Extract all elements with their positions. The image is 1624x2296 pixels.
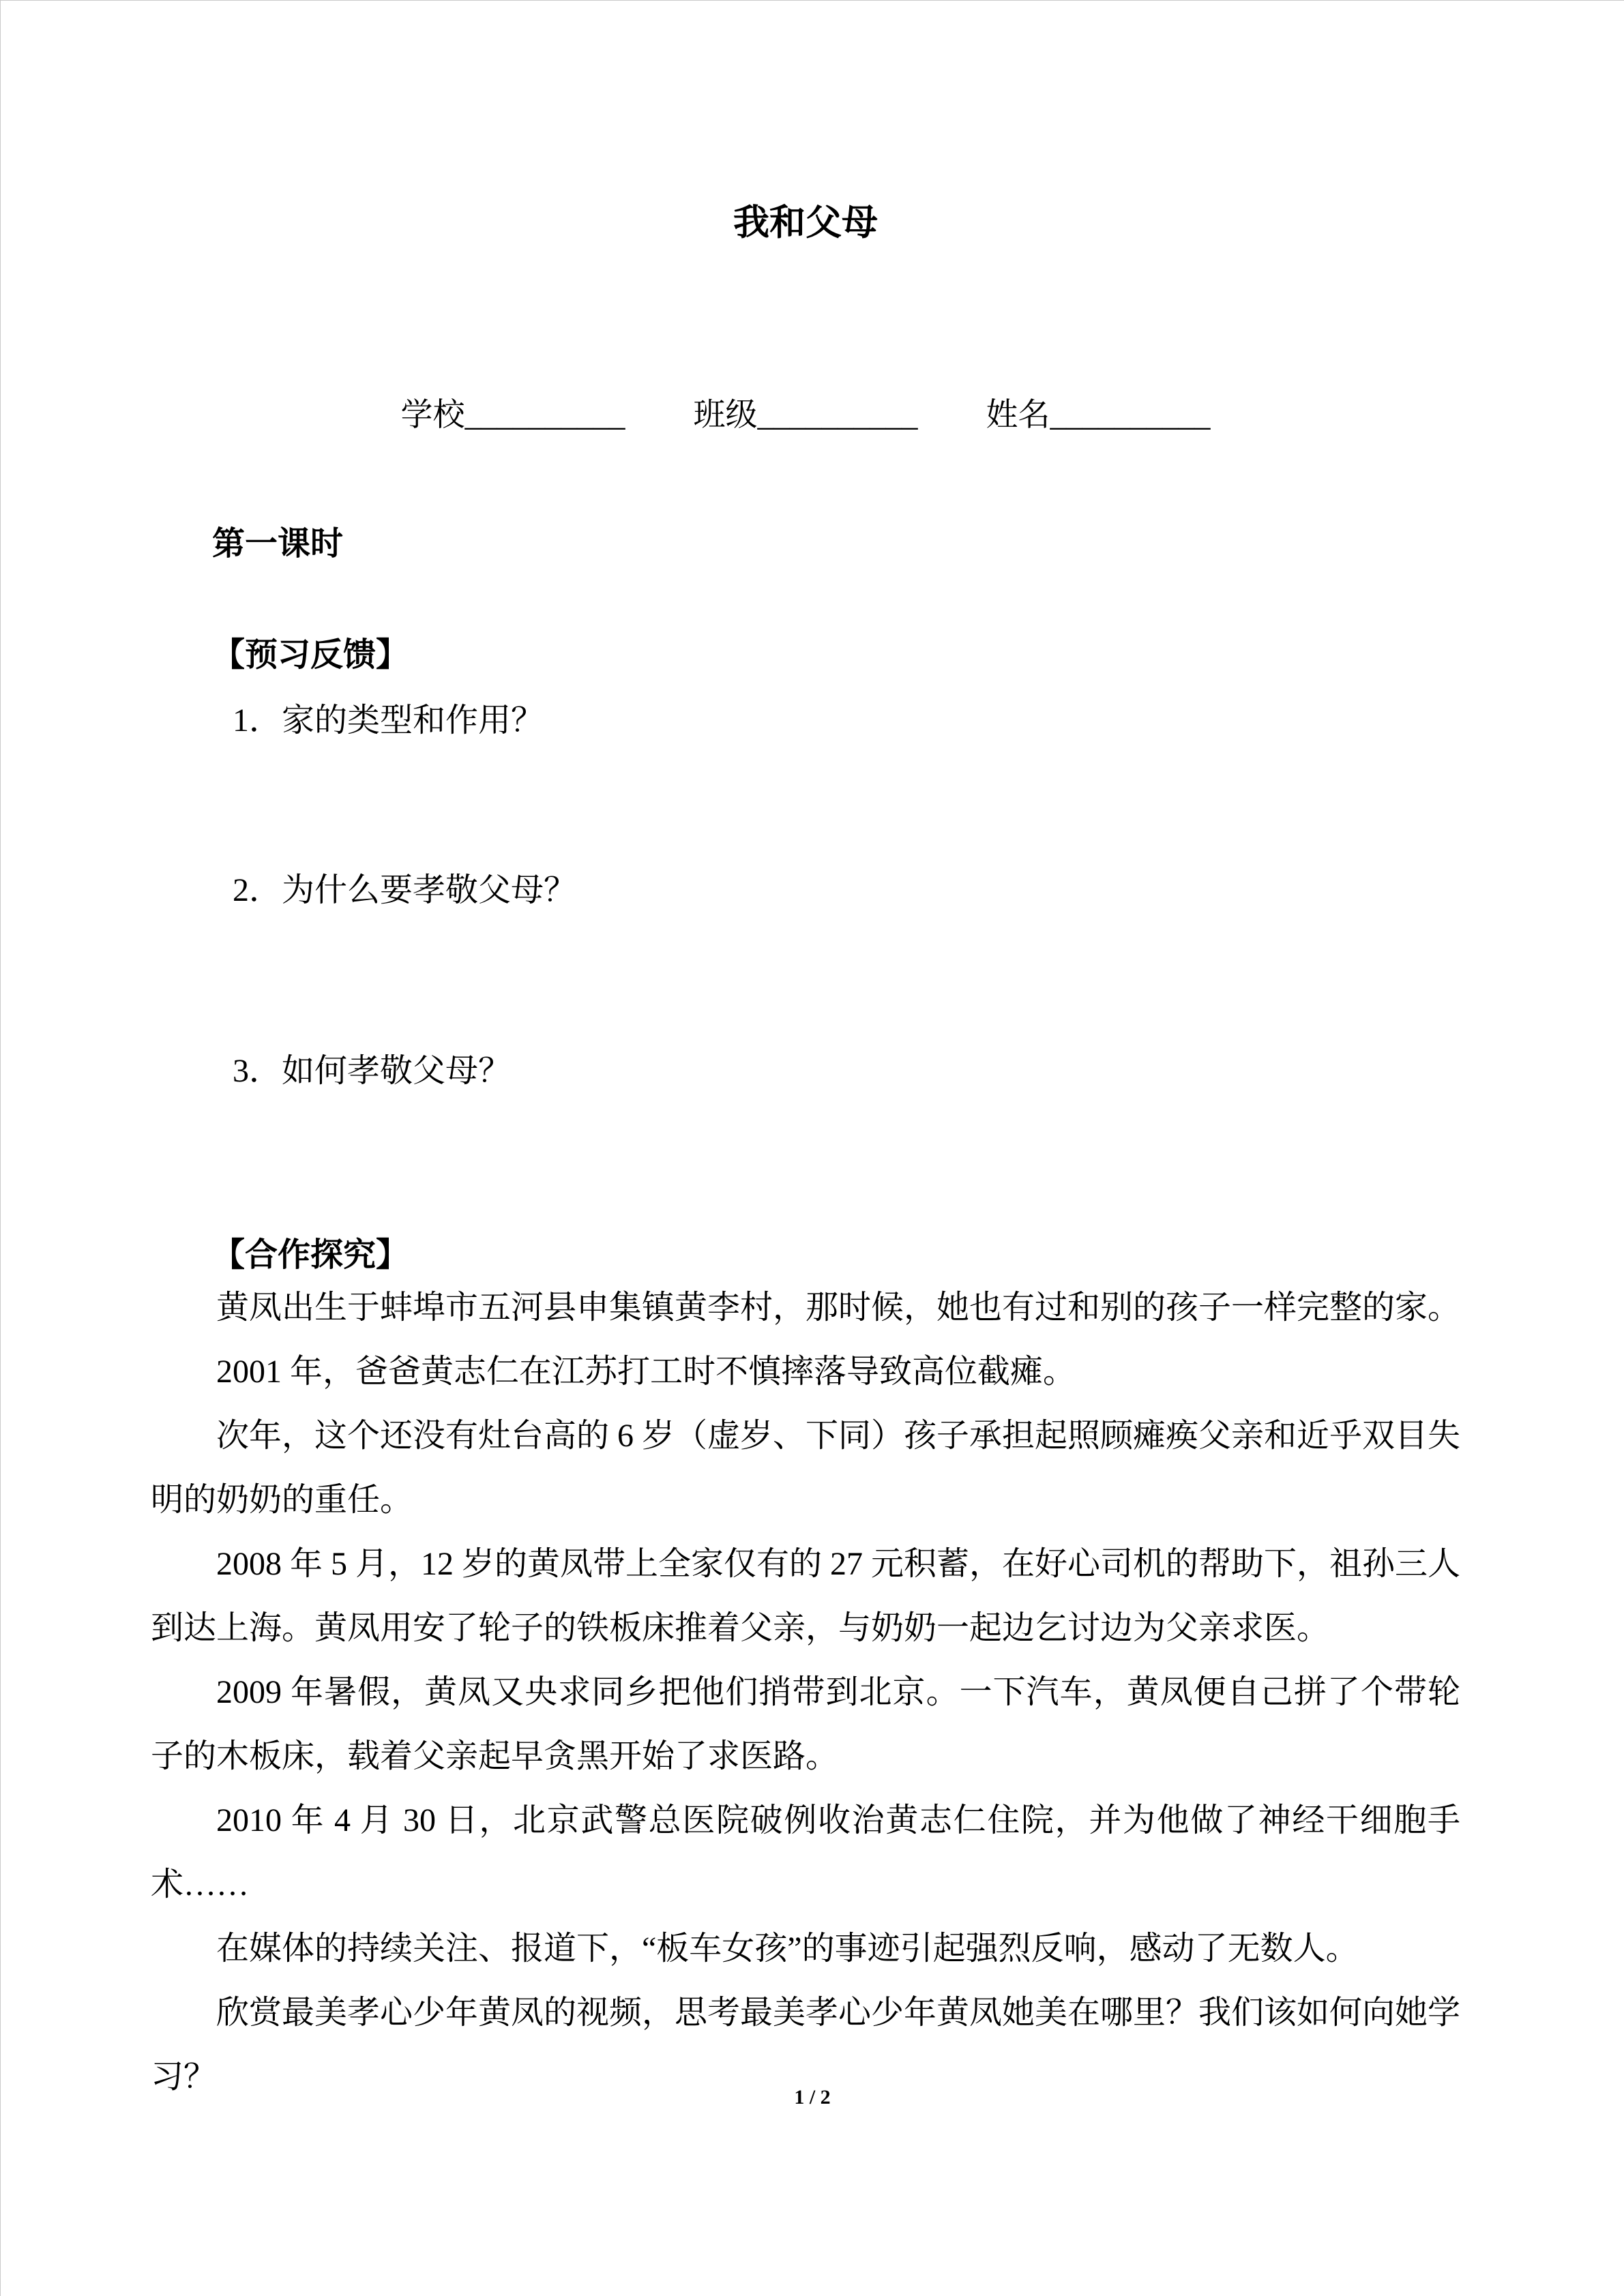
paragraph: 2001 年，爸爸黄志仁在江苏打工时不慎摔落导致高位截瘫。 — [216, 1354, 1076, 1390]
paragraph: 2008 年 5 月，12 岁的黄凤带上全家仅有的 27 元积蓄，在好心司机的帮助下，祖孙三人到达上海。黄凤用安了轮子的铁板床推着父亲，与奶奶一起边乞讨边为父亲求医。 — [151, 1546, 1461, 1646]
school-blank-field: 学校__________ — [400, 398, 625, 433]
paragraph: 在媒体的持续关注、报道下，“板车女孩”的事迹引起强烈反响，感动了无数人。 — [216, 1930, 1359, 1967]
header-blanks-row — [151, 396, 1460, 435]
paragraph: 2009 年暑假，黄凤又央求同乡把他们捎带到北京。一下汽车，黄凤便自己拼了个带轮子的木板床，载着父亲起早贪黑开始了求医路。 — [151, 1674, 1460, 1774]
inquiry-text — [151, 1276, 1460, 2109]
class-blank-field: 班级__________ — [693, 398, 918, 433]
question-item: 3．如何孝敬父母？ — [233, 1053, 512, 1089]
question-item: 1．家的类型和作用？ — [233, 702, 544, 739]
session-heading: 第一课时 — [212, 526, 344, 562]
preview-feedback-heading: 【预习反馈】 — [212, 637, 409, 673]
paragraph: 黄凤出生于蚌埠市五河县申集镇黄李村，那时候，她也有过和别的孩子一样完整的家。 — [216, 1289, 1461, 1326]
name-blank-field: 姓名__________ — [986, 398, 1211, 433]
cooperative-inquiry-heading: 【合作探究】 — [212, 1237, 409, 1273]
paragraph: 次年，这个还没有灶台高的 6 岁（虚岁、下同）孩子承担起照顾瘫痪父亲和近乎双目失明的奶奶的重任。 — [151, 1418, 1461, 1518]
question-item: 2．为什么要孝敬父母？ — [233, 872, 577, 908]
paragraph: 2010 年 4 月 30 日，北京武警总医院破例收治黄志仁住院，并为他做了神经干细胞手术…… — [151, 1802, 1460, 1903]
page-number: 1 / 2 — [794, 2086, 831, 2108]
document-title: 我和父母 — [733, 203, 878, 243]
paragraph: 欣赏最美孝心少年黄凤的视频，思考最美孝心少年黄凤她美在哪里？我们该如何向她学习？ — [151, 1995, 1461, 2095]
